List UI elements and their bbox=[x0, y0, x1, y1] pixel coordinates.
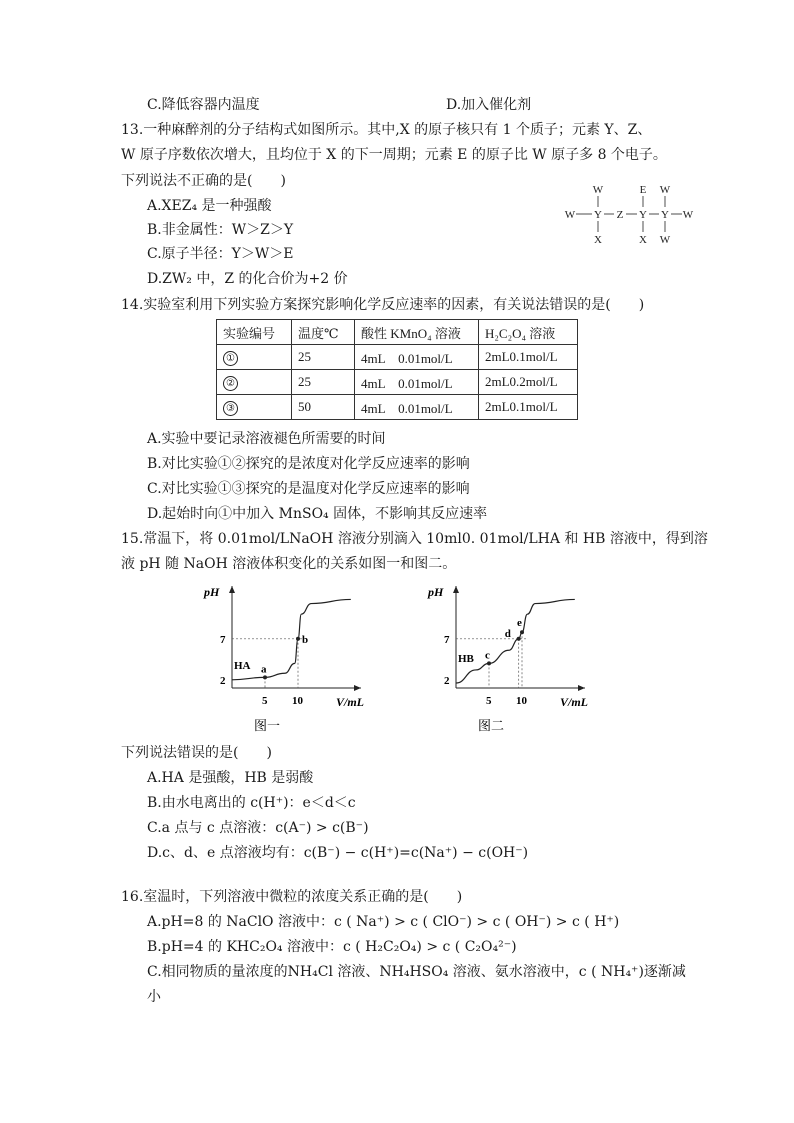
point-label: b bbox=[302, 633, 309, 646]
atom-e: E bbox=[639, 184, 647, 196]
q13-option-c: C.原子半径：Y＞W＞E bbox=[147, 246, 294, 262]
table-row bbox=[217, 370, 578, 395]
q16-option-a: A.pH=8 的 NaClO 溶液中：c ( Na⁺) > c ( ClO⁻) > c ( OH⁻) > c ( H⁺) bbox=[147, 914, 620, 930]
q15-option-c: C.a 点与 c 点溶液：c(A⁻) > c(B⁻) bbox=[147, 820, 369, 836]
table-cell: 25 bbox=[292, 370, 355, 395]
q16-stem: 16.室温时，下列溶液中微粒的浓度关系正确的是( ) bbox=[121, 889, 463, 905]
chart-title: 图二 bbox=[477, 718, 505, 733]
atom-x: X bbox=[639, 234, 647, 246]
molecule-structure bbox=[560, 180, 700, 250]
atom-x: X bbox=[594, 234, 602, 246]
data-point bbox=[263, 675, 267, 679]
table-cell: 25 bbox=[292, 345, 355, 370]
table-cell: 2mL0.1mol/L bbox=[479, 395, 578, 420]
atom-w: W bbox=[659, 234, 671, 246]
x-tick-label: 5 bbox=[486, 695, 492, 707]
series-line bbox=[456, 599, 575, 683]
data-point bbox=[296, 637, 300, 641]
atom-w: W bbox=[564, 209, 576, 221]
curve-label: HA bbox=[234, 660, 251, 673]
point-label: c bbox=[485, 649, 490, 662]
q14-option-b: B.对比实验①②探究的是浓度对化学反应速率的影响 bbox=[147, 456, 470, 472]
table-header: 实验编号 bbox=[217, 320, 292, 345]
q15-option-a: A.HA 是强酸，HB 是弱酸 bbox=[147, 770, 314, 786]
point-label: e bbox=[517, 617, 522, 630]
y-axis-label: pH bbox=[428, 585, 444, 599]
x-tick-label: 10 bbox=[516, 695, 527, 707]
q14-stem: 14.实验室利用下列实验方案探究影响化学反应速率的因素，有关说法错误的是( ) bbox=[121, 297, 645, 313]
table-cell bbox=[217, 345, 292, 370]
atom-y: Y bbox=[639, 209, 647, 221]
y-tick-label: 7 bbox=[220, 633, 226, 646]
y-tick-label: 7 bbox=[444, 633, 450, 646]
data-point bbox=[487, 661, 491, 665]
q14-option-a: A.实验中要记录溶液褪色所需要的时间 bbox=[147, 431, 386, 447]
atom-w: W bbox=[659, 184, 671, 196]
q15-stem-line2: 液 pH 随 NaOH 溶液体积变化的关系如图一和图二。 bbox=[121, 556, 457, 572]
x-tick-label: 10 bbox=[292, 695, 303, 707]
table-cell: 4mL 0.01mol/L bbox=[355, 370, 479, 395]
table-header: H₂C₂O₄ 溶液 bbox=[479, 320, 578, 345]
x-axis-label: V/mL bbox=[560, 695, 589, 709]
atom-z: Z bbox=[616, 209, 624, 221]
q15-option-d: D.c、d、e 点溶液均有：c(B⁻) − c(H⁺)=c(Na⁺) − c(OH⁻) bbox=[147, 845, 529, 861]
x-axis-label: V/mL bbox=[336, 695, 365, 709]
table-header-row bbox=[217, 320, 578, 345]
q13-option-b: B.非金属性：W＞Z＞Y bbox=[147, 222, 294, 238]
x-axis-arrow bbox=[354, 685, 361, 691]
chart-figure-1 bbox=[196, 578, 376, 740]
table-header: 温度℃ bbox=[292, 320, 355, 345]
data-point bbox=[520, 630, 524, 634]
experiment-table bbox=[216, 319, 578, 420]
table-cell bbox=[217, 370, 292, 395]
y-axis-arrow bbox=[453, 586, 459, 593]
q13-option-a: A.XEZ₄ 是一种强酸 bbox=[147, 198, 272, 214]
curve-label: HB bbox=[458, 652, 474, 665]
table-cell: 50 bbox=[292, 395, 355, 420]
chart-title: 图一 bbox=[253, 718, 281, 733]
table-row bbox=[217, 395, 578, 420]
atom-w: W bbox=[682, 209, 694, 221]
x-axis-arrow bbox=[578, 685, 585, 691]
table-cell: 2mL0.1mol/L bbox=[479, 345, 578, 370]
q15-stem-line1: 15.常温下，将 0.01mol/LNaOH 溶液分别滴入 10ml0. 01mol/LHA 和 HB 溶液中，得到溶 bbox=[121, 531, 708, 547]
experiment-number: ③ bbox=[223, 401, 238, 416]
y-tick-label: 2 bbox=[444, 674, 450, 687]
table-header: 酸性 KMnO₄ 溶液 bbox=[355, 320, 479, 345]
atom-y: Y bbox=[594, 209, 602, 221]
experiment-number: ② bbox=[223, 376, 238, 391]
data-point bbox=[517, 637, 521, 641]
y-tick-label: 2 bbox=[220, 674, 226, 687]
q16-option-c: C.相同物质的量浓度的NH₄Cl 溶液、NH₄HSO₄ 溶液、氨水溶液中，c ( NH₄⁺)逐渐减 bbox=[147, 964, 686, 980]
q15-option-b: B.由水电离出的 c(H⁺)：e＜d＜c bbox=[147, 795, 356, 811]
table-cell: 4mL 0.01mol/L bbox=[355, 395, 479, 420]
option-d-catalyst: D.加入催化剂 bbox=[446, 97, 532, 113]
q13-stem-line2: W 原子序数依次增大，且均位于 X 的下一周期；元素 E 的原子比 W 原子多 8 个电子。 bbox=[121, 147, 667, 163]
table-cell: 4mL 0.01mol/L bbox=[355, 345, 479, 370]
q16-option-b: B.pH=4 的 KHC₂O₄ 溶液中：c ( H₂C₂O₄) > c ( C₂O₄²⁻) bbox=[147, 939, 517, 955]
atom-w: W bbox=[592, 184, 604, 196]
atom-y: Y bbox=[661, 209, 669, 221]
q14-option-d: D.起始时向①中加入 MnSO₄ 固体，不影响其反应速率 bbox=[147, 506, 488, 522]
chart-figure-2 bbox=[420, 578, 600, 740]
q13-stem-line3: 下列说法不正确的是( ) bbox=[121, 173, 286, 189]
y-axis-arrow bbox=[229, 586, 235, 593]
table-cell bbox=[217, 395, 292, 420]
q13-option-d: D.ZW₂ 中，Z 的化合价为+2 价 bbox=[147, 271, 348, 287]
q14-option-c: C.对比实验①③探究的是温度对化学反应速率的影响 bbox=[147, 481, 470, 497]
q13-stem-line1: 13.一种麻醉剂的分子结构式如图所示。其中,X 的原子核只有 1 个质子；元素 Y、Z、 bbox=[121, 122, 652, 138]
point-label: a bbox=[261, 663, 267, 676]
q15-question: 下列说法错误的是( ) bbox=[121, 745, 272, 761]
y-axis-label: pH bbox=[204, 585, 220, 599]
table-cell: 2mL0.2mol/L bbox=[479, 370, 578, 395]
x-tick-label: 5 bbox=[262, 695, 268, 707]
point-label: d bbox=[504, 627, 511, 640]
q16-option-c-cont: 小 bbox=[147, 989, 161, 1005]
experiment-number: ① bbox=[223, 351, 238, 366]
option-c-temp: C.降低容器内温度 bbox=[147, 97, 260, 113]
table-row bbox=[217, 345, 578, 370]
